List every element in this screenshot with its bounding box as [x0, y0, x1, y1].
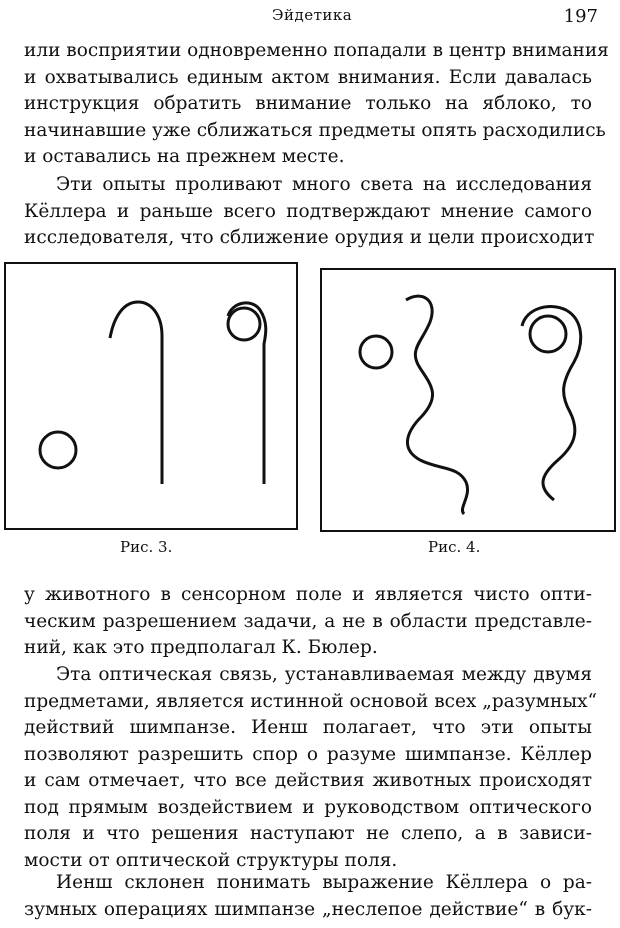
- text-line: зумных операциях шимпанзе „неслепое действие“ в бук-: [24, 898, 592, 920]
- circle-shape: [530, 316, 566, 352]
- text-line: начинавшие уже сближаться предметы опять расходились: [24, 119, 606, 141]
- text-line: Эти опыты проливают много света на исследования: [56, 174, 592, 195]
- text-line: инструкция обратить внимание только на яблоко, то: [24, 93, 592, 114]
- paragraph-1: [24, 38, 609, 171]
- wavy-stick-shape: [406, 296, 468, 514]
- figure-4-caption: Рис. 4.: [428, 538, 481, 556]
- circle-shape: [360, 336, 392, 368]
- text-line: предметами, является истинной основой всех „разумных“: [24, 690, 598, 712]
- figure-3: [4, 262, 298, 530]
- page-header: [0, 4, 620, 28]
- text-line: или восприятии одновременно попадали в центр внимания: [24, 40, 609, 61]
- text-line: и охватывались единым актом внимания. Если давалась: [24, 66, 592, 88]
- text-line: поля и что решения наступают не слепо, а в зависи-: [24, 823, 592, 844]
- text-line: мости от оптической структуры поля.: [24, 849, 398, 871]
- circle-shape: [40, 432, 76, 468]
- paragraph-4: [24, 662, 598, 874]
- text-line: и оставались на прежнем месте.: [24, 146, 345, 167]
- figure-4-drawing: [322, 270, 618, 534]
- figure-3-drawing: [6, 264, 300, 532]
- paragraph-2: [24, 172, 595, 252]
- text-line: Кёллера и раньше всего подтверждают мнение самого: [24, 200, 592, 222]
- figure-3-caption: Рис. 3.: [120, 538, 173, 556]
- text-line: у животного в сенсорном поле и является чисто опти-: [24, 584, 592, 605]
- text-line: действий шимпанзе. Иенш полагает, что эти опыты: [24, 717, 592, 738]
- text-line: Эта оптическая связь, устанавливаемая между двумя: [56, 664, 592, 685]
- hook-stick-shape: [110, 302, 162, 484]
- running-head: Эйдетика: [272, 6, 353, 24]
- page-number: 197: [563, 6, 598, 27]
- paragraph-5: [24, 870, 592, 923]
- figure-4: [320, 268, 616, 532]
- paragraph-3: [24, 582, 592, 662]
- text-line: позволяют разрешить спор о разуме шимпанзе. Кёллер: [24, 743, 592, 765]
- text-line: исследователя, что сближение орудия и цели происходит: [24, 227, 595, 248]
- text-line: и сам отмечает, что все действия животных происходят: [24, 770, 592, 791]
- text-line: ческим разрешением задачи, а не в области представле-: [24, 610, 592, 632]
- text-line: Иенш склонен понимать выражение Кёллера о ра-: [56, 872, 592, 893]
- text-line: под прямым воздействием и руководством оптического: [24, 796, 592, 818]
- circle-shape: [228, 308, 260, 340]
- text-line: ний, как это предполагал К. Бюлер.: [24, 637, 378, 658]
